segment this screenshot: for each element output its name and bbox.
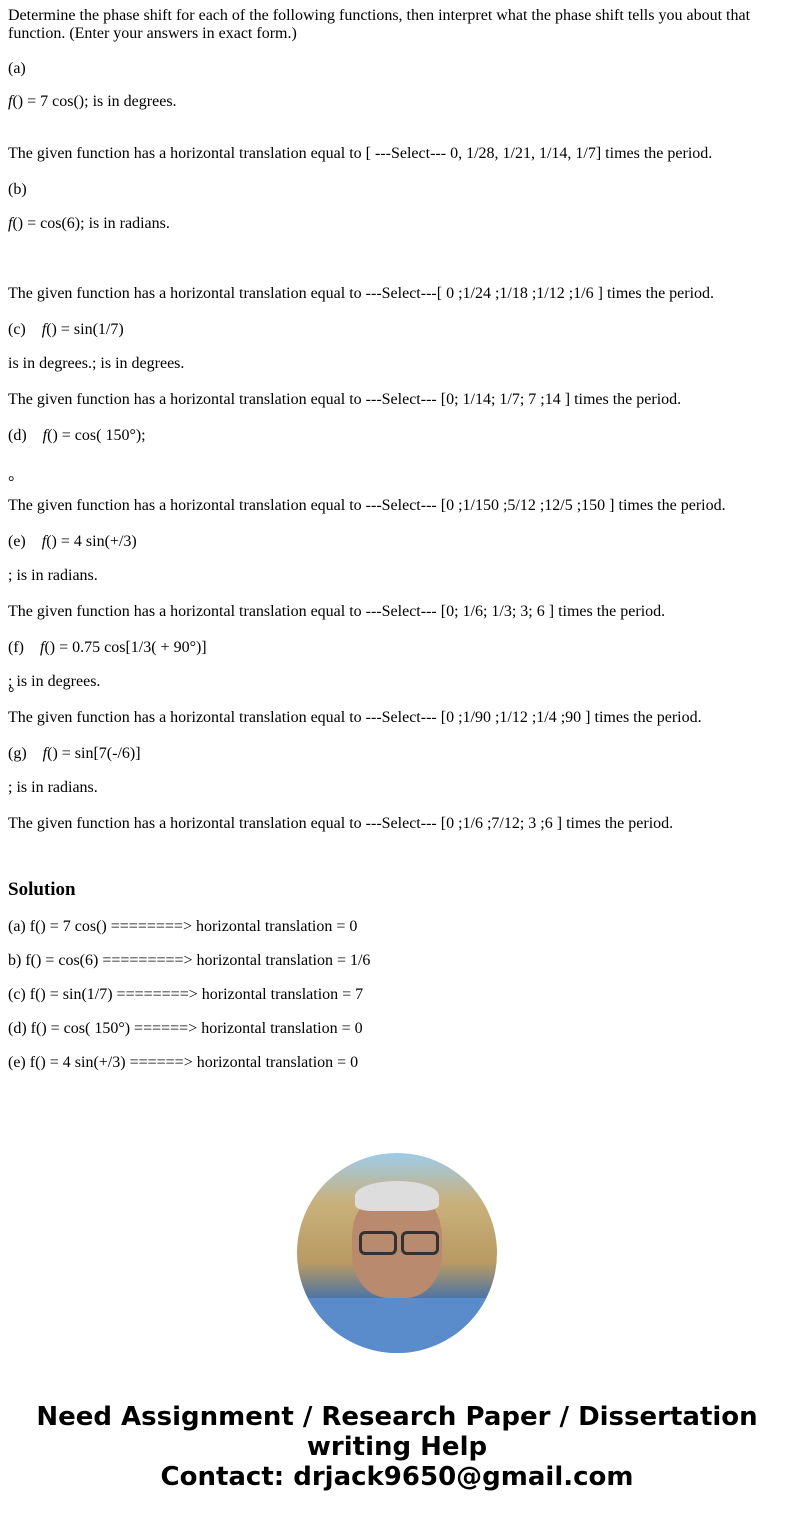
- fn-name: f: [42, 427, 48, 444]
- part-e-note: ; is in radians.: [8, 567, 98, 584]
- glasses-icon: [401, 1231, 439, 1255]
- part-g-note: ; is in radians.: [8, 779, 98, 796]
- fn-expr: () = cos(6); is in radians.: [12, 215, 170, 232]
- fn-expr: () = 0.75 cos[1/3( + 90°)]: [44, 639, 207, 656]
- fn-expr: () = cos( 150°);: [47, 427, 146, 444]
- part-f-note: ; is in degrees.: [8, 673, 101, 690]
- fn-expr: () = sin(1/7): [46, 321, 124, 338]
- part-g-function: [8, 745, 141, 763]
- part-c-function: [8, 321, 124, 339]
- part-label: (d): [8, 427, 27, 444]
- part-b-answer-select[interactable]: The given function has a horizontal translation equal to ---Select---[ 0 ;1/24 ;1/18 ;1/12 ;1/6 ] times the period.: [8, 285, 715, 302]
- solution-line: (a) f() = 7 cos() ========> horizontal translation = 0: [8, 918, 358, 935]
- part-label: (f): [8, 639, 24, 656]
- contact-email: Contact: drjack9650@gmail.com: [160, 1462, 634, 1492]
- part-d-note: °: [8, 474, 15, 491]
- part-e-answer-select[interactable]: The given function has a horizontal translation equal to ---Select--- [0; 1/6; 1/3; 3; 6 ] times the period.: [8, 603, 666, 620]
- part-label: (e): [8, 533, 26, 550]
- banner-line: Need Assignment / Research Paper / Dissertation: [36, 1402, 758, 1432]
- part-a-answer-select[interactable]: The given function has a horizontal translation equal to [ ---Select--- 0, 1/28, 1/21, 1/14, 1/7] times the period.: [8, 145, 713, 162]
- part-label: (g): [8, 745, 27, 762]
- part-c-answer-select[interactable]: The given function has a horizontal translation equal to ---Select--- [0; 1/14; 1/7; 7 ;14 ] times the period.: [8, 391, 682, 408]
- part-d-function: [8, 427, 146, 445]
- shirt: [297, 1298, 497, 1353]
- part-f-function: [8, 639, 207, 657]
- solution-line: (e) f() = 4 sin(+/3) ======> horizontal translation = 0: [8, 1054, 359, 1071]
- contact-banner: [0, 1402, 794, 1492]
- fn-name: f: [8, 215, 13, 232]
- solution-line: (c) f() = sin(1/7) ========> horizontal translation = 7: [8, 986, 364, 1003]
- solution-line: (d) f() = cos( 150°) ======> horizontal translation = 0: [8, 1020, 363, 1037]
- fn-expr: () = sin[7(-/6)]: [47, 745, 141, 762]
- fn-expr: () = 4 sin(+/3): [46, 533, 137, 550]
- part-b-label: (b): [8, 181, 27, 198]
- fn-name: f: [8, 93, 13, 110]
- solution-line: b) f() = cos(6) =========> horizontal translation = 1/6: [8, 952, 371, 969]
- part-g-answer-select[interactable]: The given function has a horizontal translation equal to ---Select--- [0 ;1/6 ;7/12; 3 ;6 ] times the period.: [8, 815, 674, 832]
- part-c-note: is in degrees.; is in degrees.: [8, 355, 185, 372]
- part-a-function: [8, 93, 177, 111]
- part-b-function: [8, 215, 170, 233]
- part-e-function: [8, 533, 137, 551]
- part-a-label: (a): [8, 60, 26, 77]
- fn-name: f: [39, 639, 45, 656]
- part-f-answer-select[interactable]: The given function has a horizontal translation equal to ---Select--- [0 ;1/90 ;1/12 ;1/4 ;90 ] times the period.: [8, 709, 702, 726]
- part-f-degree-mark: °: [8, 685, 15, 702]
- fn-name: f: [42, 745, 48, 762]
- fn-name: f: [41, 321, 47, 338]
- solution-heading: Solution: [8, 879, 76, 900]
- part-d-answer-select[interactable]: The given function has a horizontal translation equal to ---Select--- [0 ;1/150 ;5/12 ;12/5 ;150 ] times the period.: [8, 497, 726, 514]
- author-photo: [297, 1153, 497, 1353]
- banner-line: writing Help: [306, 1432, 488, 1462]
- part-label: (c): [8, 321, 26, 338]
- intro-text: Determine the phase shift for each of the following functions, then interpret what the phase shift tells you about that function. (Enter your answers in exact form.): [8, 7, 751, 42]
- fn-name: f: [41, 533, 47, 550]
- hair: [355, 1181, 439, 1211]
- glasses-icon: [359, 1231, 397, 1255]
- fn-expr: () = 7 cos(); is in degrees.: [12, 93, 177, 110]
